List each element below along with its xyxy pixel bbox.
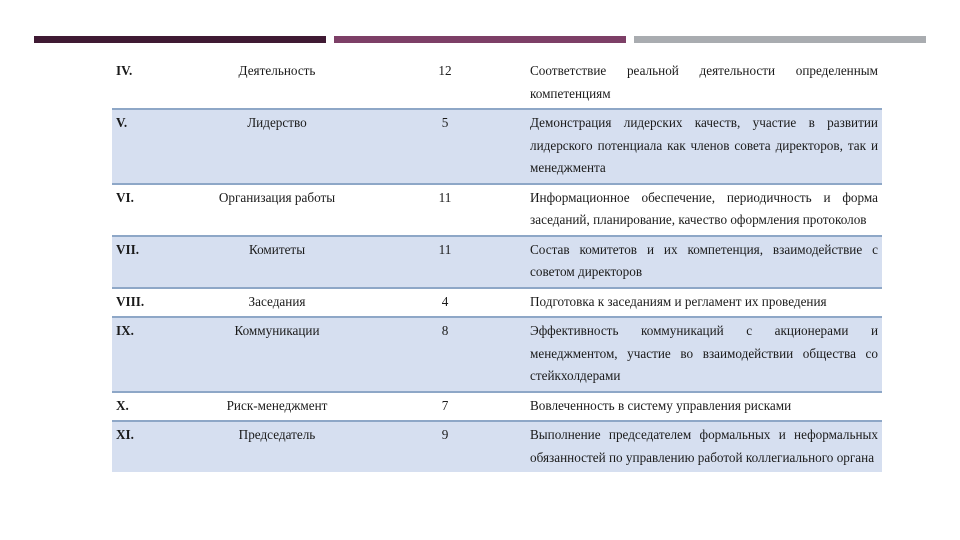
evaluation-criteria-table [112,58,882,472]
table-row [112,317,882,392]
criterion-description: Выполнение председателем формальных и неформальных обязанностей по управлению работой коллегиального органа [526,421,882,472]
criterion-description: Подготовка к заседаниям и регламент их проведения [526,288,882,318]
criterion-description: Информационное обеспечение, периодичность и форма заседаний, планирование, качество оформления протоколов [526,184,882,236]
criterion-name: Председатель [190,421,364,472]
criterion-name: Организация работы [190,184,364,236]
row-number: VI. [112,184,190,236]
row-number: XI. [112,421,190,472]
table-row [112,109,882,184]
criterion-score: 11 [364,184,526,236]
criterion-name: Риск-менеджмент [190,392,364,422]
header-bar-gray [634,36,926,43]
criterion-name: Комитеты [190,236,364,288]
row-number: X. [112,392,190,422]
criterion-description: Эффективность коммуникаций с акционерами и менеджментом, участие во взаимодействии общества со стейкхолдерами [526,317,882,392]
table-row [112,236,882,288]
table-row [112,421,882,472]
criterion-score: 9 [364,421,526,472]
table-row [112,392,882,422]
criterion-score: 11 [364,236,526,288]
row-number: V. [112,109,190,184]
header-bar-plum [334,36,626,43]
criterion-description: Демонстрация лидерских качеств, участие в развитии лидерского потенциала как членов совета директоров, так и менеджмента [526,109,882,184]
criterion-name: Заседания [190,288,364,318]
row-number: VII. [112,236,190,288]
row-number: IV. [116,63,133,78]
criterion-score: 8 [364,317,526,392]
header-bar-dark [34,36,326,43]
table-row [112,58,882,109]
criterion-description: Состав комитетов и их компетенция, взаимодействие с советом директоров [526,236,882,288]
row-number: VIII. [112,288,190,318]
criterion-description: Вовлеченность в систему управления рисками [526,392,882,422]
criterion-name: Коммуникации [190,317,364,392]
criterion-score: 12 [438,63,452,78]
criterion-description: Соответствие реальной деятельности определенным компетенциям [530,63,878,101]
table-row [112,184,882,236]
criterion-score: 5 [364,109,526,184]
table-row [112,288,882,318]
row-number: IX. [112,317,190,392]
criterion-score: 4 [364,288,526,318]
criterion-name: Лидерство [190,109,364,184]
criterion-score: 7 [364,392,526,422]
criterion-name: Деятельность [238,63,316,78]
